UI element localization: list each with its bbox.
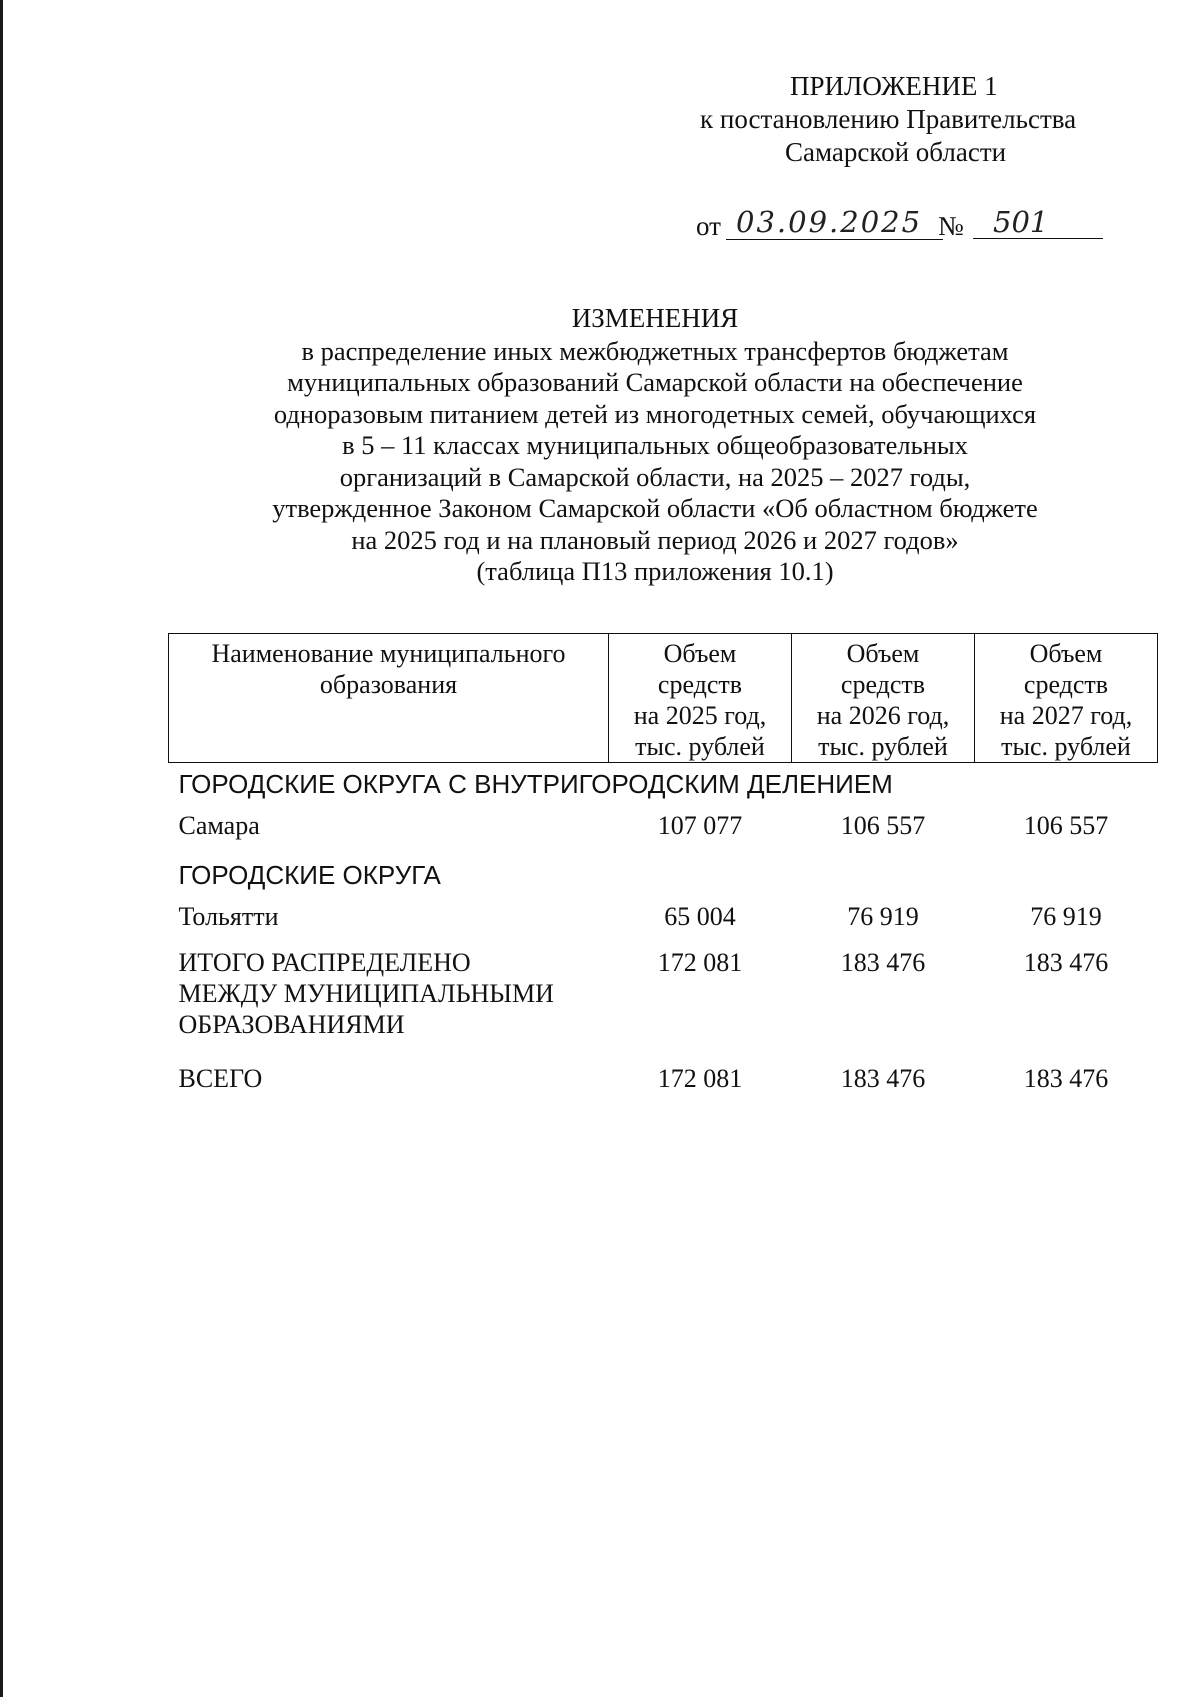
grand-total-row: [169, 1058, 1158, 1107]
appendix-header: [690, 70, 1130, 169]
amount-2027: 106 557: [1023, 811, 1109, 840]
title-line: организаций в Самарской области, на 2025 – 2027 годы,: [339, 461, 971, 492]
resolution-date-number: [696, 205, 1106, 245]
amount-2025: 107 077: [657, 811, 743, 840]
amount-2026: 76 919: [847, 902, 919, 931]
title-line: в распределение иных межбюджетных трансфертов бюджетам: [301, 335, 1009, 366]
municipality-name: Самара: [178, 811, 260, 840]
total-distributed-2026: 183 476: [840, 948, 926, 977]
total-distributed-2025: 172 081: [657, 948, 743, 977]
section-header-row: [169, 854, 1158, 896]
appendix-resolution-line: к постановлению Правительства: [700, 104, 1077, 134]
resolution-number: 501: [973, 205, 1103, 239]
section-title: ГОРОДСКИЕ ОКРУГА С ВНУТРИГОРОДСКИМ ДЕЛЕНИЕМ: [178, 769, 893, 799]
amount-2026: 106 557: [840, 811, 926, 840]
municipality-name: Тольятти: [178, 902, 279, 931]
table-row: [169, 896, 1158, 945]
budget-distribution-table: [168, 633, 1158, 1107]
number-sign: №: [938, 211, 964, 241]
total-distributed-label: ИТОГО РАСПРЕДЕЛЕНО МЕЖДУ МУНИЦИПАЛЬНЫМИ ОБРАЗОВАНИЯМИ: [178, 948, 554, 1039]
title-line: на 2025 год и на плановый период 2026 и 2027 годов»: [351, 524, 959, 555]
header-municipality: Наименование муниципального образования: [169, 634, 609, 763]
total-distributed-row: [169, 945, 1158, 1058]
grand-total-2026: 183 476: [840, 1064, 926, 1093]
total-distributed-2027: 183 476: [1023, 948, 1109, 977]
title-line: одноразовым питанием детей из многодетных семей, обучающихся: [273, 398, 1037, 429]
amount-2027: 76 919: [1030, 902, 1102, 931]
grand-total-2027: 183 476: [1023, 1064, 1109, 1093]
title-line: в 5 – 11 классах муниципальных общеобразовательных: [342, 430, 968, 460]
amount-2025: 65 004: [664, 902, 736, 931]
section-header-row: [169, 763, 1158, 806]
section-title: ГОРОДСКИЕ ОКРУГА: [178, 860, 441, 890]
title-line: муниципальных образований Самарской области на обеспечение: [287, 367, 1023, 397]
title-heading: ИЗМЕНЕНИЯ: [571, 303, 739, 333]
grand-total-label: ВСЕГО: [178, 1064, 263, 1093]
header-amount-2025: Объем средств на 2025 год, тыс. рублей: [609, 634, 792, 763]
header-amount-2026: Объем средств на 2026 год, тыс. рублей: [792, 634, 975, 763]
document-title: [200, 303, 1110, 588]
header-amount-2027: Объем средств на 2027 год, тыс. рублей: [975, 634, 1158, 763]
resolution-date: 03.09.2025: [726, 205, 943, 240]
table-row: [169, 805, 1158, 854]
title-line: (таблица П13 приложения 10.1): [476, 556, 834, 586]
page-edge: [0, 0, 3, 1697]
table-header-row: [169, 634, 1158, 763]
appendix-region-line: Самарской области: [785, 137, 1007, 167]
title-line: утвержденное Законом Самарской области «Об областном бюджете: [272, 493, 1038, 523]
appendix-label: ПРИЛОЖЕНИЕ 1: [790, 71, 998, 101]
grand-total-2025: 172 081: [657, 1064, 743, 1093]
date-prefix: от: [696, 211, 721, 241]
